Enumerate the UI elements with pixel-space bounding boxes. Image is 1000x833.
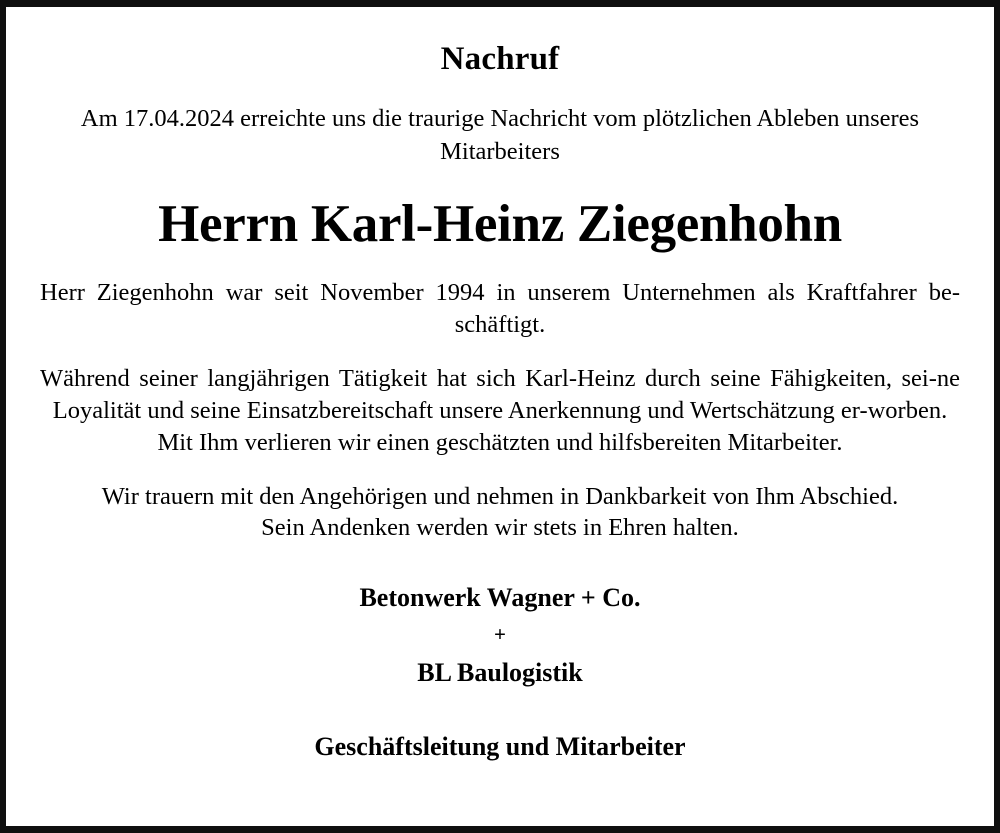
signature-closing: Geschäftsleitung und Mitarbeiter <box>314 731 686 761</box>
body-paragraph-3: Mit Ihm verlieren wir einen geschätzten und hilfsbereiten Mitarbeiter. <box>157 428 843 456</box>
body-paragraph-4: Wir trauern mit den Angehörigen und nehmen in Dankbarkeit von Ihm Abschied. <box>101 482 899 510</box>
intro-text: Am 17.04.2024 erreichte uns die traurige Nachricht vom plötzlichen Ableben unseres Mitarbeiters <box>80 105 920 165</box>
notice-content <box>6 7 994 826</box>
signature-spacer <box>28 544 972 578</box>
body-paragraph-2: Während seiner langjährigen Tätigkeit hat sich Karl-Heinz durch seine Fähigkeiten, sei-ne Loyalität und seine Einsatzbereitschaft unsere Anerkennung und Wertschätzung er-worben. <box>40 365 960 424</box>
signature-separator: + <box>494 622 506 647</box>
body-paragraph-1: Herr Ziegenhohn war seit November 1994 in unserem Unternehmen als Kraftfahrer be-schäftigt. <box>40 279 960 339</box>
signature-company-secondary: BL Baulogistik <box>417 657 583 687</box>
signature-company-primary: Betonwerk Wagner + Co. <box>359 583 641 613</box>
body-paragraph-5: Sein Andenken werden wir stets in Ehren halten. <box>261 514 739 542</box>
page-title: Nachruf <box>440 41 560 77</box>
deceased-name: Herrn Karl-Heinz Ziegenhohn <box>158 195 842 254</box>
